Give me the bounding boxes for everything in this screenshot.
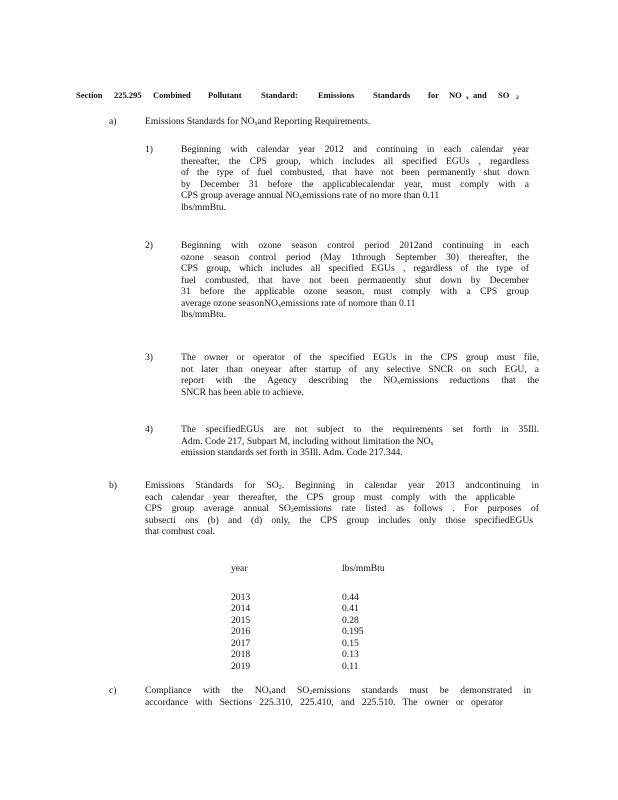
item-a4-text: The specifiedEGUs are not subject to the requirements set forth in 35Ill. Adm. Code 217, Subpart M, including without limitation the $NO_x$ emission standards set forth in 35Ill. Adm. Code 217.344.: [181, 424, 539, 458]
subsection-b-label: b): [109, 480, 117, 491]
table-cell-rate: 0.28: [342, 614, 359, 626]
table-cell-year: 2018: [231, 649, 251, 660]
table-cell-rate: 0.15: [342, 637, 359, 649]
item-a2-label: 2): [145, 240, 153, 251]
table-cell-rate: 0.44: [342, 591, 359, 603]
subsection-c-label: c): [109, 685, 117, 696]
heading-word-standards: Standards: [373, 90, 411, 100]
so2-rate-table: [231, 563, 385, 672]
subsection-a-label: a): [109, 116, 117, 127]
section-label: Section: [76, 90, 103, 100]
subsection-b-text: Emissions Standards for $SO_2$. Beginning in calendar year 2013 andcontinuing in each calendar year thereafter, the CPS group must comply with the applicable CPS group average annual $SO_2emissions$ rate listed as follows . For purposes of subsecti ons (b) and (d) only, the CPS group includes only those specifiedEGUs that combust coal.: [145, 480, 539, 537]
item-a2-text: Beginning with ozone season control period 2012and continuing in each ozone season control period (May 1through September 30) thereafter, the CPS group, which includes all specified EGUs , regardless of the type of fuel combusted, that have not been permanently shut down by December 31 before the applicable ozone season, must comply with a CPS group average ozone seasonNO$_x$emissions rate of nomore than 0.11 lbs/mmBtu.: [181, 240, 529, 320]
heading-sub-x: x: [466, 95, 469, 101]
table-header-row: [231, 563, 385, 575]
table-row: [231, 638, 385, 650]
item-a3-label: 3): [145, 352, 153, 363]
heading-word-so: SO: [498, 90, 510, 100]
section-number: 225.295: [114, 90, 142, 100]
item-a4-label: 4): [145, 424, 153, 435]
table-cell-rate: 0.13: [342, 649, 359, 660]
table-cell-year: 2016: [231, 626, 251, 637]
heading-word-combined: Combined: [153, 90, 191, 100]
table-cell-year: 2013: [231, 591, 251, 603]
heading-word-and: and: [473, 90, 487, 100]
table-cell-rate: 0.11: [342, 660, 359, 672]
heading-word-for: for: [428, 90, 439, 100]
heading-sub-2: 2: [516, 95, 519, 101]
table-header-rate: lbs/mmBtu: [342, 563, 385, 574]
table-cell-year: 2014: [231, 603, 251, 614]
table-cell-year: 2015: [231, 614, 251, 626]
table-cell-year: 2017: [231, 637, 251, 649]
subsection-c-text: Compliance with the $NO_xand$ $SO_2emissions$ standards must be demonstrated in accordance with Sections 225.310, 225.410, and 225.510. The owner or operator: [145, 685, 531, 708]
table-cell-year: 2019: [231, 660, 251, 672]
table-row: [231, 626, 385, 638]
table-cell-rate: 0.41: [342, 603, 359, 614]
item-a3-text: The owner or operator of the specified EGUs in the CPS group must file, not later than oneyear after startup of any selective SNCR on such EGU, a report with the Agency describing the $NO_xemissions$ reductions that the SNCR has been able to achieve.: [181, 352, 539, 398]
item-a1-label: 1): [145, 144, 153, 155]
heading-word-no: NO: [449, 90, 462, 100]
table-row: [231, 615, 385, 627]
table-header-year: year: [231, 563, 248, 574]
table-row: [231, 649, 385, 661]
table-row: [231, 603, 385, 615]
item-a1-text: Beginning with calendar year 2012 and continuing in each calendar year thereafter, the CPS group, which includes all specified EGUs , regardless of the type of fuel combusted, that have not been permanently shut down by December 31 before the applicablecalendar year, must comply with a CPS group average annual $NO_xemissions$ rate of no more than 0.11 lbs/mmBtu.: [181, 144, 529, 213]
heading-word-standard: Standard:: [261, 90, 298, 100]
heading-word-emissions: Emissions: [318, 90, 355, 100]
table-cell-rate: 0.195: [342, 626, 364, 637]
subsection-a-title: Emissions Standards for $NO_xand$ Reporting Requirements.: [145, 116, 371, 127]
table-row: [231, 661, 385, 673]
heading-word-pollutant: Pollutant: [208, 90, 242, 100]
table-row: [231, 592, 385, 604]
